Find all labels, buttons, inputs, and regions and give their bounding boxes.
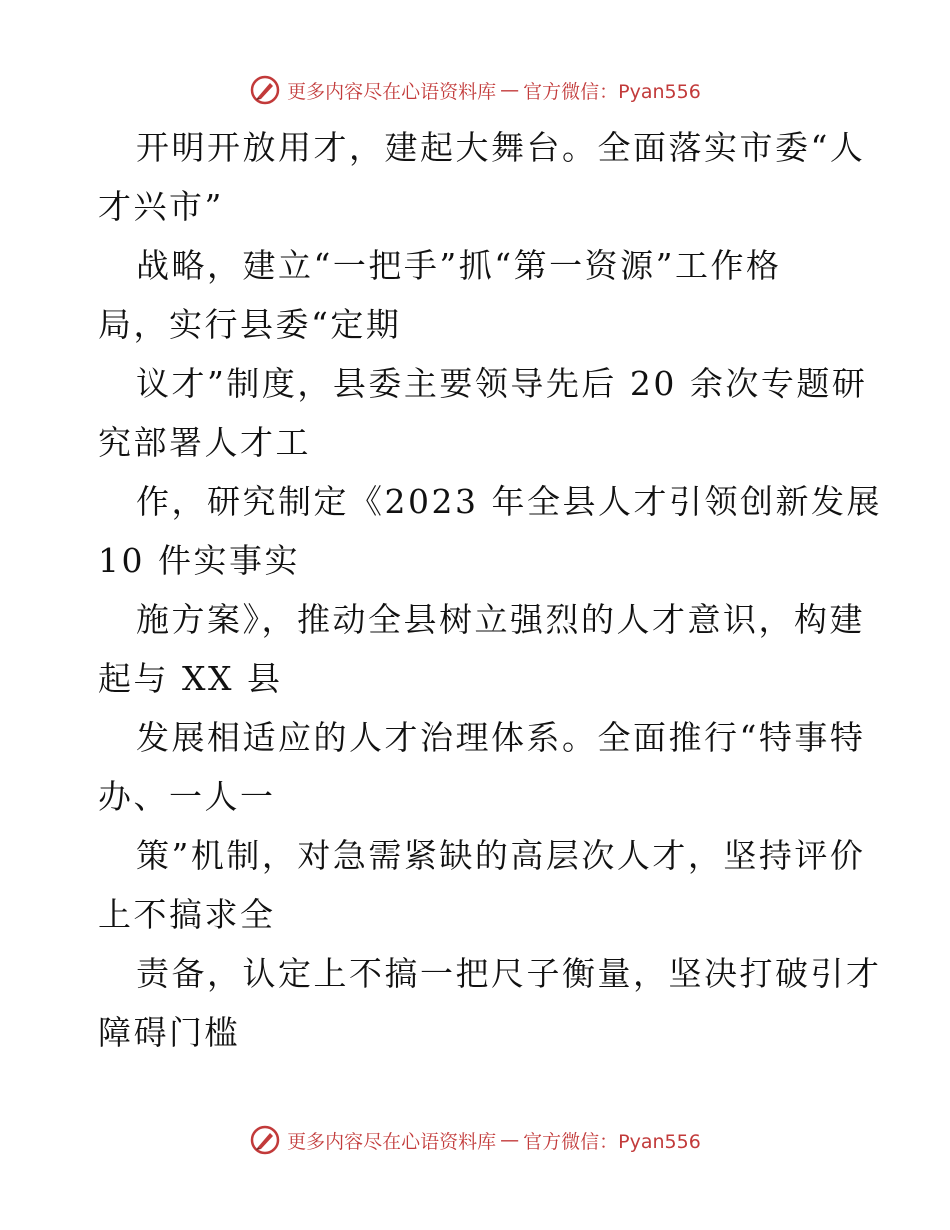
body-line: 10 件实事实 [98, 541, 300, 580]
body-line: 责备，认定上不搞一把尺子衡量，坚决打破引才 [136, 954, 882, 993]
banner-text: 更多内容尽在心语资料库 [287, 1130, 497, 1153]
body-line: 才兴市” [98, 187, 224, 226]
banner-wechat: 官方微信：Pyan556 [523, 1130, 701, 1153]
body-line: 发展相适应的人才治理体系。全面推行“特事特 [136, 718, 866, 757]
body-line: 开明开放用才，建起大舞台。全面落实市委“人 [136, 128, 866, 167]
body-line: 施方案》，推动全县树立强烈的人才意识，构建 [136, 600, 865, 639]
header-banner [0, 70, 950, 110]
body-line: 究部署人才工 [98, 423, 311, 462]
pen-logo-icon [249, 1124, 281, 1156]
body-line: 策”机制，对急需紧缺的高层次人才，坚持评价 [136, 836, 866, 875]
body-line: 局，实行县委“定期 [98, 305, 402, 344]
document-body [98, 118, 882, 1062]
body-line: 起与 XX 县 [98, 659, 283, 698]
banner-separator: — [500, 1129, 520, 1151]
body-line: 战略，建立“一把手”抓“第一资源”工作格 [136, 246, 782, 285]
body-line: 障碍门槛 [98, 1013, 240, 1052]
banner-wechat: 官方微信：Pyan556 [523, 80, 701, 103]
body-line: 上不搞求全 [98, 895, 276, 934]
body-line: 办、一人一 [98, 777, 276, 816]
body-line: 作，研究制定《2023 年全县人才引领创新发展 [136, 482, 882, 521]
footer-banner [0, 1120, 950, 1160]
pen-logo-icon [249, 74, 281, 106]
banner-text: 更多内容尽在心语资料库 [287, 80, 497, 103]
banner-separator: — [500, 79, 520, 101]
body-line: 议才”制度，县委主要领导先后 20 余次专题研 [136, 364, 868, 403]
